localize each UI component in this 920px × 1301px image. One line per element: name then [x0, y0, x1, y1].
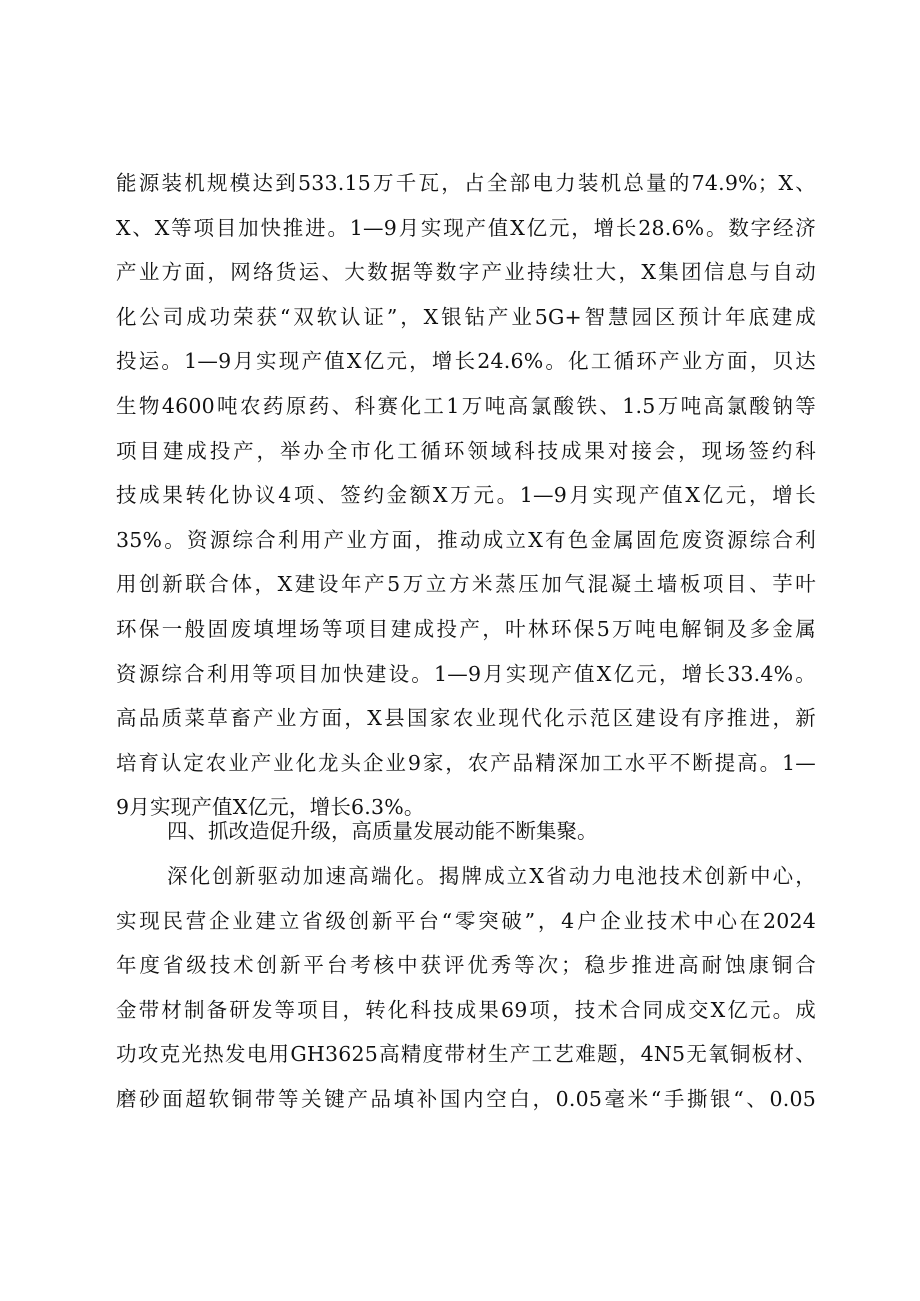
text-line: 年度省级技术创新平台考核中获评优秀等次；稳步推进高耐蚀康铜合: [116, 953, 816, 978]
text-line: 项目建成投产，举办全市化工循环领域科技成果对接会，现场签约科: [116, 438, 816, 463]
text-line: 技成果转化协议4项、签约金额X万元。1—9月实现产值X亿元，增长: [116, 483, 816, 508]
text-line: 实现民营企业建立省级创新平台“零突破”，4户企业技术中心在2024: [116, 908, 816, 933]
text-line: X、X等项目加快推进。1—9月实现产值X亿元，增长28.6%。数字经济: [116, 215, 816, 240]
text-line: 环保一般固废填埋场等项目建成投产，叶林环保5万吨电解铜及多金属: [116, 616, 816, 641]
text-line: 9月实现产值X亿元，增长6.3%。: [116, 795, 425, 820]
text-line: 功攻克光热发电用GH3625高精度带材生产工艺难题，4N5无氧铜板材、: [116, 1042, 816, 1067]
text-line: 生物4600吨农药原药、科赛化工1万吨高氯酸铁、1.5万吨高氯酸钠等: [116, 393, 816, 418]
text-line: 能源装机规模达到533.15万千瓦，占全部电力装机总量的74.9%；X、: [116, 171, 816, 195]
text-line: 深化创新驱动加速高端化。揭牌成立X省动力电池技术创新中心，: [167, 864, 816, 888]
paragraph-industry-progress: [116, 161, 816, 830]
text-line: 35%。资源综合利用产业方面，推动成立X有色金属固危废资源综合利: [116, 527, 816, 552]
text-line: 金带材制备研发等项目，转化科技成果69项，技术合同成交X亿元。成: [116, 997, 816, 1022]
text-line: 产业方面，网络货运、大数据等数字产业持续壮大，X集团信息与自动: [116, 260, 816, 285]
text-line: 化公司成功荣获“双软认证”，X银钻产业5G+智慧园区预计年底建成: [116, 304, 816, 329]
text-line: 高品质菜草畜产业方面，X县国家农业现代化示范区建设有序推进，新: [116, 706, 816, 731]
section-heading: 四、抓改造促升级，高质量发展动能不断集聚。: [167, 819, 598, 843]
text-line: 资源综合利用等项目加快建设。1—9月实现产值X亿元，增长33.4%。: [116, 661, 816, 686]
text-line: 投运。1—9月实现产值X亿元，增长24.6%。化工循环产业方面，贝达: [116, 349, 816, 374]
text-line: 磨砂面超软铜带等关键产品填补国内空白，0.05毫米“手撕银“、0.05: [116, 1086, 816, 1111]
paragraph-innovation: [116, 854, 816, 1122]
text-line: 用创新联合体，X建设年产5万立方米蒸压加气混凝土墙板项目、芋叶: [116, 572, 816, 597]
text-line: 培育认定农业产业化龙头企业9家，农产品精深加工水平不断提高。1—: [116, 750, 816, 775]
